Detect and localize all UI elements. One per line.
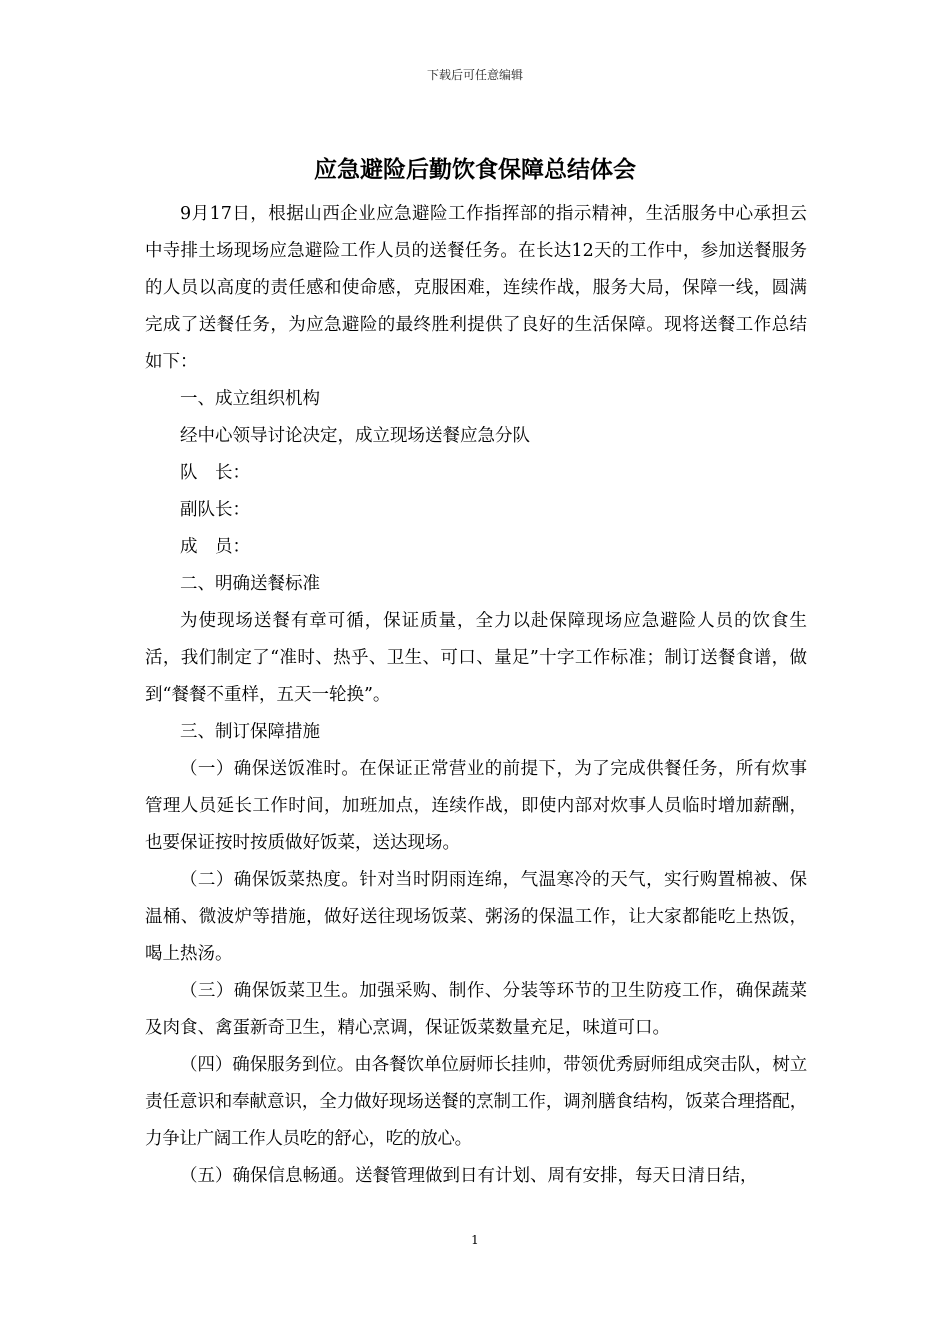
deputy-leader-line: 副队长： (180, 500, 250, 520)
measure-paragraph-2: （二）确保饭菜热度。针对当时阴雨连绵，气温寒冷的天气，实行购置棉被、保温桶、微波炉等措施，做好送往现场饭菜、粥汤的保温工作，让大家都能吃上热饭，喝上热汤。 (145, 870, 807, 964)
measure-paragraph-3: （三）确保饭菜卫生。加强采购、制作、分装等环节的卫生防疫工作，确保蔬菜及肉食、禽蛋新奇卫生，精心烹调，保证饭菜数量充足，味道可口。 (145, 981, 807, 1038)
team-leader-line: 队 长： (180, 463, 250, 483)
page-header-note: 下载后可任意编辑 (426, 68, 523, 82)
measure-paragraph-5: （五）确保信息畅通。送餐管理做到日有计划、周有安排，每天日清日结， (180, 1166, 758, 1186)
document-title: 应急避险后勤饮食保障总结体会 (314, 157, 636, 183)
standards-paragraph: 为使现场送餐有章可循，保证质量，全力以赴保障现场应急避险人员的饮食生活，我们制定了“准时、热乎、卫生、可口、量足”十字工作标准；制订送餐食谱，做到“餐餐不重样，五天一轮换”。 (145, 611, 807, 705)
measure-paragraph-4: （四）确保服务到位。由各餐饮单位厨师长挂帅，带领优秀厨师组成突击队，树立责任意识和奉献意识，全力做好现场送餐的烹制工作，调剂膳食结构，饭菜合理搭配，力争让广阔工作人员吃的舒心，吃的放心。 (145, 1055, 807, 1149)
section-heading-standards: 二、明确送餐标准 (180, 574, 320, 594)
section-heading-organization: 一、成立组织机构 (180, 389, 320, 409)
measure-paragraph-1: （一）确保送饭准时。在保证正常营业的前提下，为了完成供餐任务，所有炊事管理人员延长工作时间，加班加点，连续作战，即使内部对炊事人员临时增加薪酬，也要保证按时按质做好饭菜，送达现场。 (145, 759, 807, 853)
organization-paragraph: 经中心领导讨论决定，成立现场送餐应急分队 (180, 426, 530, 446)
page-number: 1 (471, 1233, 479, 1247)
intro-paragraph: 9月17日，根据山西企业应急避险工作指挥部的指示精神，生活服务中心承担云中寺排土场现场应急避险工作人员的送餐任务。在长达12天的工作中，参加送餐服务的人员以高度的责任感和使命感，克服困难，连续作战，服务大局，保障一线，圆满完成了送餐任务，为应急避险的最终胜利提供了良好的生活保障。现将送餐工作总结如下： (145, 204, 807, 372)
members-line: 成 员： (180, 537, 250, 557)
document-body (145, 196, 807, 1195)
section-heading-measures: 三、制订保障措施 (180, 722, 320, 742)
